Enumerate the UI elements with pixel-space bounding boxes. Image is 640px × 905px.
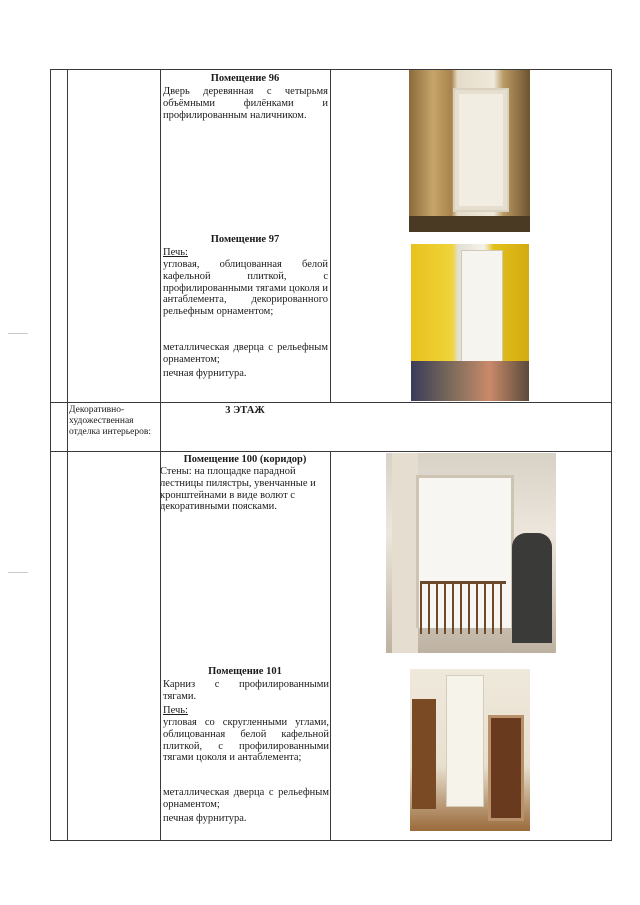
room-description: металлическая дверца с рельефным орнаментом; [163, 342, 328, 365]
photo-tiled-stove-room [410, 669, 530, 831]
room-description: печная фурнитура. [163, 368, 247, 379]
room-description: Стены: на площадке парадной лестницы пилястры, увенчанные и кронштейнами в виде волют с декоративными поясками. [160, 466, 316, 513]
column-divider [330, 69, 331, 403]
room-description: Дверь деревянная с четырьмя объёмными филёнками и профилированным наличником. [163, 86, 328, 121]
room-description: Карниз с профилированными тягами. [163, 679, 329, 702]
room-heading: Помещение 101 [208, 666, 282, 677]
room-description: угловая со скругленными углами, облицованная белой кафельной плиткой, с профилированными тягами цоколя и антаблемента; [163, 717, 329, 764]
photo-wooden-door [409, 70, 530, 232]
room-heading: Помещение 100 (коридор) [183, 454, 307, 465]
room-description: печная фурнитура. [163, 813, 247, 824]
room-heading: Помещение 96 [210, 73, 280, 84]
photo-corridor-staircase [386, 453, 556, 653]
table-border-bottom [50, 840, 612, 841]
room-description: металлическая дверца с рельефным орнаментом; [163, 787, 329, 810]
scan-mark [8, 572, 28, 573]
stove-label: Печь: [163, 247, 188, 258]
table-border-left [50, 69, 51, 841]
row-divider [50, 451, 612, 452]
table-border-right [611, 69, 612, 841]
column-divider [330, 451, 331, 841]
section-label: Декоративно-художественная отделка интерьеров: [69, 405, 151, 437]
photo-tiled-stove-office [411, 244, 529, 401]
room-heading: Помещение 97 [210, 234, 280, 245]
column-divider [67, 69, 68, 841]
room-description: угловая, облицованная белой кафельной плиткой, с профилированными тягами цоколя и антаблемента, декорированного рельефным орнаментом; [163, 259, 328, 318]
floor-heading: 3 ЭТАЖ [225, 405, 265, 416]
row-divider [50, 402, 612, 403]
stove-label: Печь: [163, 705, 188, 716]
scan-mark [8, 333, 28, 334]
